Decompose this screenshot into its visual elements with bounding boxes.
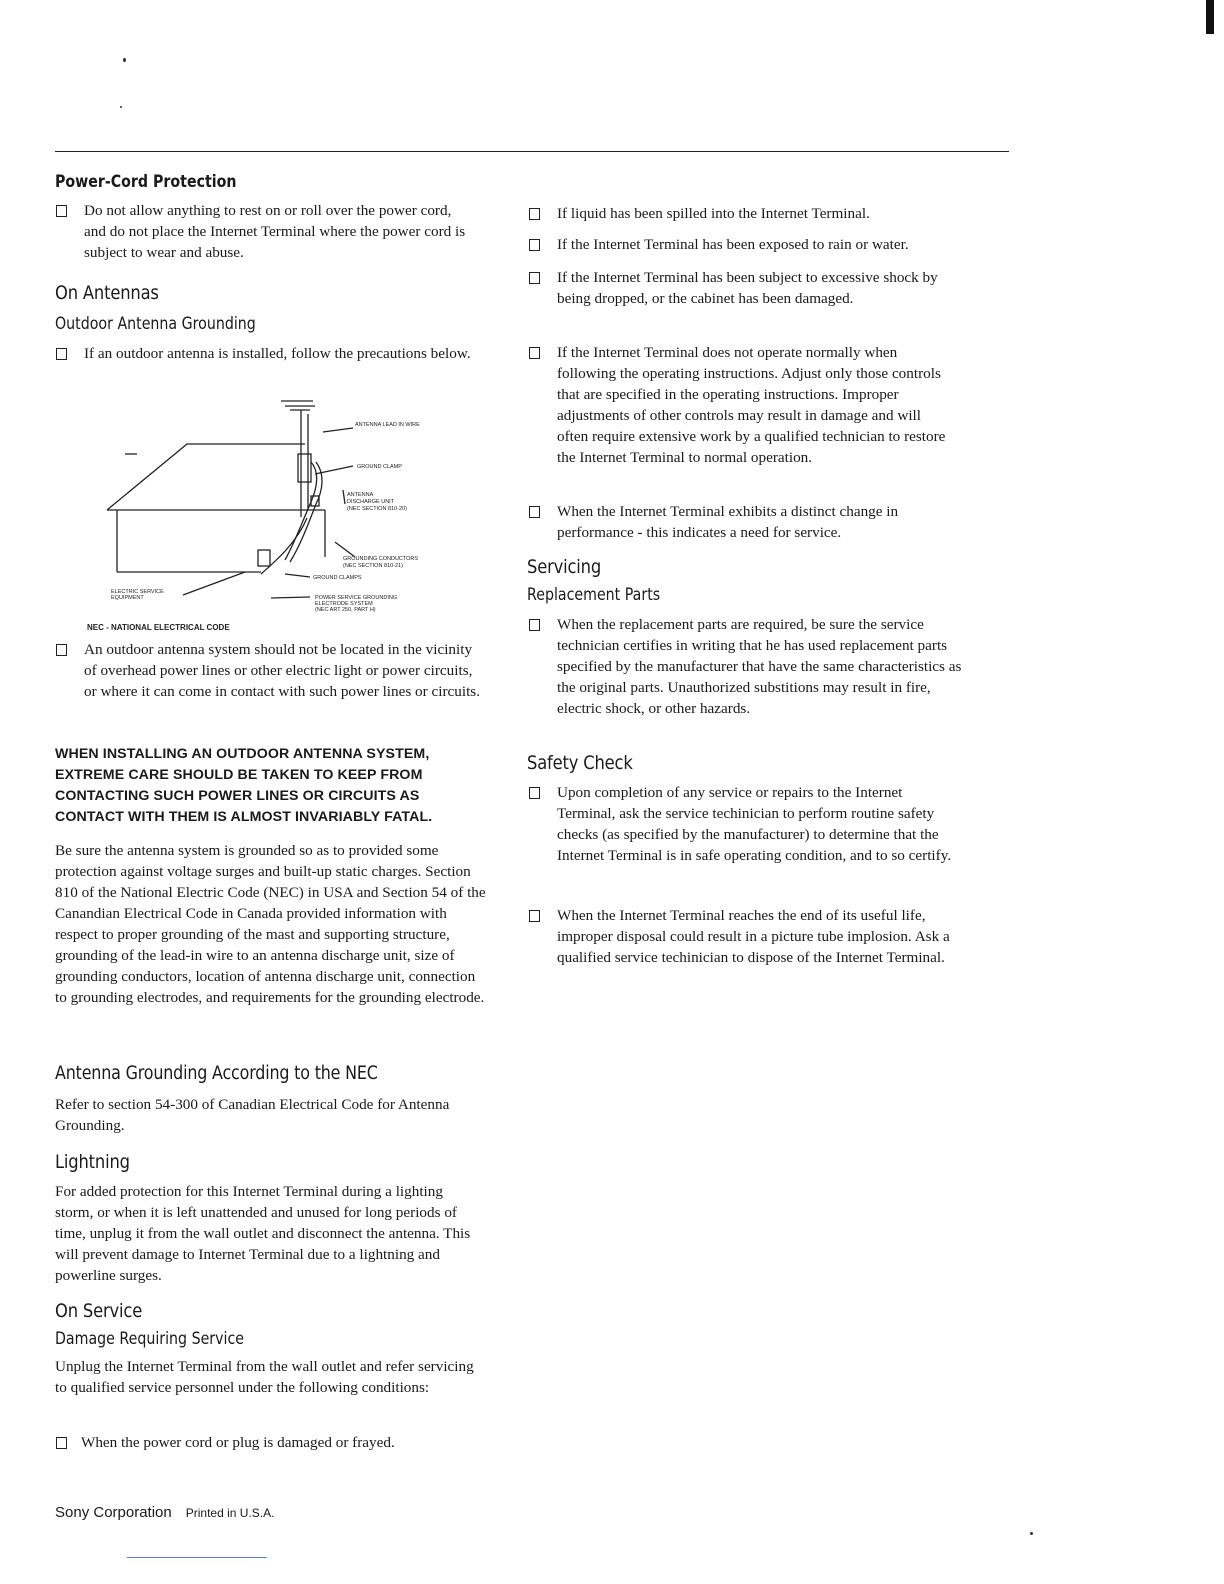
corporation-name: Sony Corporation	[55, 1504, 172, 1521]
scan-speck	[120, 106, 122, 108]
electric-service-label-1: ELECTRIC SERVICE	[111, 589, 164, 595]
checkbox-bullet-icon	[529, 272, 540, 284]
footer	[55, 1504, 274, 1522]
footer-accent-line	[127, 1557, 267, 1558]
checkbox-bullet-icon	[56, 1437, 67, 1449]
list-item	[529, 342, 954, 468]
grounding-paragraph: Be sure the antenna system is grounded so as to provided some protection against voltage surges and built-up static charges. Section 810 of the National Electric Code (NEC) in USA and Section 54 of the Canandian Electrical Code in Canada provided information with respect to proper grounding of the mast and supporting structure, grounding of the lead-in wire to an antenna discharge unit, size of grounding conductors, location of antenna discharge unit, connection to grounding electrodes, and requirements for the grounding electrode.	[55, 842, 486, 1006]
list-item	[56, 200, 476, 263]
nec-paragraph: Refer to section 54-300 of Canadian Electrical Code for Antenna Grounding.	[55, 1096, 450, 1134]
list-item	[529, 267, 939, 309]
nec-grounding-heading: Antenna Grounding According to the NEC	[55, 1063, 378, 1084]
list-item	[529, 905, 959, 968]
damage-service-heading: Damage Requiring Service	[55, 1329, 245, 1348]
antenna-grounding-illustration	[85, 392, 475, 637]
list-item	[529, 782, 959, 866]
lightning-heading: Lightning	[55, 1151, 130, 1173]
power-service-label-2: ELECTRODE SYSTEM	[315, 601, 373, 607]
grounding-conductors-label-2: (NEC SECTION 810-21)	[343, 563, 403, 569]
ground-clamps-label: GROUND CLAMPS	[313, 575, 362, 581]
checkbox-bullet-icon	[529, 619, 540, 631]
list-item	[529, 234, 969, 255]
bullet-text: If the Internet Terminal does not operate normally when following the operating instructions. Adjust only those controls that are specified in the operating instructions. Improper adjustments of other controls may result in damage and will often require extensive work by a qualified technician to restore the Internet Terminal to normal operation.	[557, 344, 946, 466]
bullet-text: Do not allow anything to rest on or roll over the power cord, and do not place the Internet Terminal where the power cord is subject to wear and abuse.	[84, 202, 466, 261]
damage-paragraph: Unplug the Internet Terminal from the wall outlet and refer servicing to qualified service personnel under the following conditions:	[55, 1358, 474, 1396]
antennas-heading: On Antennas	[55, 282, 159, 304]
bullet-text: If an outdoor antenna is installed, follow the precautions below.	[84, 345, 471, 362]
antenna-grounding-diagram	[85, 392, 475, 637]
bullet-text: If the Internet Terminal has been exposed to rain or water.	[557, 236, 909, 253]
list-item	[529, 614, 969, 719]
discharge-unit-label-1: ANTENNA	[347, 492, 374, 498]
printed-in: Printed in U.S.A.	[185, 1506, 275, 1520]
on-service-heading: On Service	[55, 1300, 143, 1322]
checkbox-bullet-icon	[56, 644, 67, 656]
registration-mark	[1206, 0, 1214, 34]
header-rule	[55, 151, 1009, 152]
checkbox-bullet-icon	[529, 506, 540, 518]
list-item	[56, 639, 486, 702]
bullet-text: When the power cord or plug is damaged or frayed.	[81, 1434, 395, 1451]
checkbox-bullet-icon	[56, 348, 67, 360]
power-service-label-1: POWER SERVICE GROUNDING	[315, 595, 398, 601]
discharge-unit-label-3: (NEC SECTION 810-20)	[347, 506, 407, 512]
checkbox-bullet-icon	[529, 787, 540, 799]
ground-clamp-label: GROUND CLAMP	[357, 464, 402, 470]
list-item	[529, 203, 969, 224]
grounding-conductors-label-1: GROUNDING CONDUCTORS	[343, 556, 419, 562]
checkbox-bullet-icon	[56, 205, 67, 217]
power-cord-heading: Power-Cord Protection	[55, 172, 237, 191]
fatal-warning: WHEN INSTALLING AN OUTDOOR ANTENNA SYSTEM, EXTREME CARE SHOULD BE TAKEN TO KEEP FROM CONTACTING SUCH POWER LINES OR CIRCUITS AS CONTACT WITH THEM IS ALMOST INVARIABLY FATAL.	[55, 746, 433, 825]
antenna-lead-in-label: ANTENNA LEAD IN WIRE	[355, 422, 420, 428]
lightning-paragraph: For added protection for this Internet Terminal during a lighting storm, or when it is left unattended and unused for long periods of time, unplug it from the wall outlet and disconnect the antenna. This will prevent damage to Internet Terminal due to a lightning and powerline surges.	[55, 1183, 471, 1284]
list-item	[529, 501, 954, 543]
power-service-label-3: (NEC ART 250, PART H)	[315, 607, 376, 613]
bullet-text: When the Internet Terminal exhibits a distinct change in performance - this indicates a need for service.	[557, 503, 899, 541]
bullet-text: If the Internet Terminal has been subject to excessive shock by being dropped, or the cabinet has been damaged.	[557, 269, 938, 307]
figure-caption: NEC - NATIONAL ELECTRICAL CODE	[87, 623, 230, 632]
scan-speck	[123, 58, 126, 62]
scan-speck	[1030, 1532, 1033, 1535]
outdoor-grounding-heading: Outdoor Antenna Grounding	[55, 314, 256, 333]
checkbox-bullet-icon	[529, 910, 540, 922]
safety-check-heading: Safety Check	[527, 752, 633, 774]
bullet-text: An outdoor antenna system should not be located in the vicinity of overhead power lines or other electric light or power circuits, or where it can come in contact with such power lines or circuits.	[84, 641, 481, 700]
replacement-parts-heading: Replacement Parts	[527, 585, 661, 604]
discharge-unit-label-2: DISCHARGE UNIT	[347, 499, 395, 505]
servicing-heading: Servicing	[527, 556, 602, 578]
bullet-text: Upon completion of any service or repairs to the Internet Terminal, ask the service techinician to perform routine safety checks (as specified by the manufacturer) to determine that the Internet Terminal is in safe operating condition, and to so certify.	[557, 784, 952, 864]
electric-service-label-2: EQUIPMENT	[111, 595, 144, 601]
checkbox-bullet-icon	[529, 347, 540, 359]
checkbox-bullet-icon	[529, 208, 540, 220]
bullet-text: If liquid has been spilled into the Internet Terminal.	[557, 205, 870, 222]
list-item	[56, 1432, 486, 1453]
checkbox-bullet-icon	[529, 239, 540, 251]
bullet-text: When the replacement parts are required, be sure the service technician certifies in writing that he has used replacement parts specified by the manufacturer that have the same characteristics as the original parts. Unauthorized substitions may result in fire, electric shock, or other hazards.	[557, 616, 962, 717]
bullet-text: When the Internet Terminal reaches the end of its useful life, improper disposal could result in a picture tube implosion. Ask a qualified service techinician to dispose of the Internet Terminal.	[557, 907, 950, 966]
list-item	[56, 343, 484, 364]
